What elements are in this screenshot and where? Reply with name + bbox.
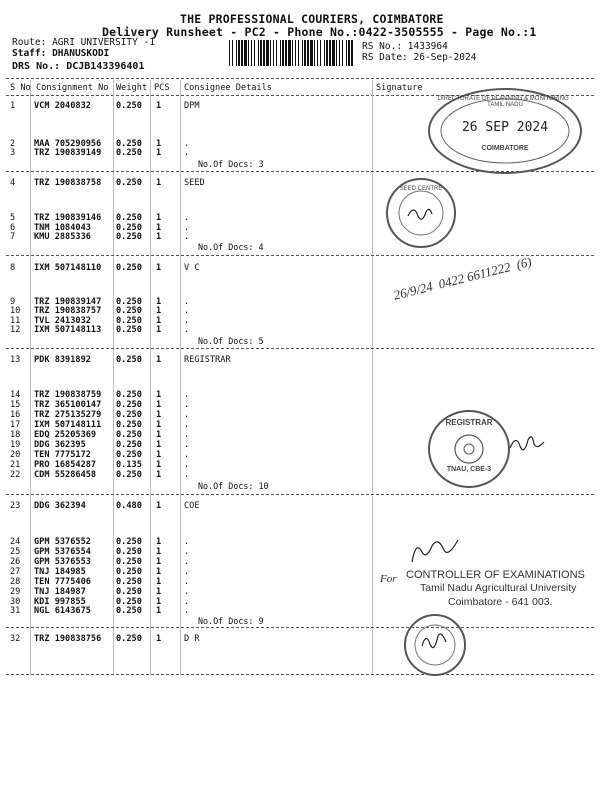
row-weight: 0.250 — [116, 430, 142, 440]
row-weight: 0.250 — [116, 297, 142, 307]
table-row — [0, 537, 600, 547]
row-pcs: 1 — [156, 325, 162, 335]
row-details: COE — [184, 501, 200, 511]
row-sno: 17 — [10, 420, 21, 430]
row-consignment: IXM 507148111 — [34, 420, 102, 430]
row-details: . — [184, 460, 190, 470]
table-row — [0, 470, 600, 480]
barcode-bar — [288, 40, 291, 66]
row-pcs: 1 — [156, 355, 162, 365]
rs-no-label: RS No.: — [362, 41, 403, 52]
row-consignment: TRZ 275135279 — [34, 410, 102, 420]
row-pcs: 1 — [156, 501, 162, 511]
row-sno: 5 — [10, 213, 16, 223]
row-pcs: 1 — [156, 430, 162, 440]
row-weight: 0.250 — [116, 232, 142, 242]
docs-count: No.Of Docs: 4 — [198, 242, 264, 252]
row-consignment: TRZ 190839146 — [34, 213, 102, 223]
row-sno: 32 — [10, 634, 21, 644]
row-sno: 31 — [10, 606, 21, 616]
divider — [6, 494, 594, 495]
row-sno: 11 — [10, 316, 21, 326]
planning-stamp-city: COIMBATORE — [481, 145, 529, 152]
row-weight: 0.250 — [116, 606, 142, 616]
row-consignment: TRZ 190839147 — [34, 297, 102, 307]
row-details: REGISTRAR — [184, 355, 231, 365]
row-sno: 23 — [10, 501, 21, 511]
coe-university: Tamil Nadu Agricultural University — [420, 582, 577, 594]
row-sno: 26 — [10, 557, 21, 567]
row-weight: 0.250 — [116, 316, 142, 326]
planning-stamp-date: 26 SEP 2024 — [461, 120, 549, 135]
row-pcs: 1 — [156, 297, 162, 307]
row-sno: 30 — [10, 597, 21, 607]
col-sno: S No — [10, 83, 31, 93]
barcode-bar — [232, 40, 233, 66]
row-weight: 0.250 — [116, 139, 142, 149]
barcode-bar — [314, 40, 315, 66]
row-sno: 15 — [10, 400, 21, 410]
row-consignment: TRZ 190838758 — [34, 178, 102, 188]
staff-label: Staff: — [12, 48, 47, 59]
docs-count: No.Of Docs: 9 — [198, 616, 264, 626]
row-consignment: DDG 362395 — [34, 440, 86, 450]
drs-value: DCJB143396401 — [66, 61, 145, 72]
divider — [6, 78, 594, 79]
row-consignment: TRZ 190839149 — [34, 148, 102, 158]
row-pcs: 1 — [156, 400, 162, 410]
row-weight: 0.250 — [116, 577, 142, 587]
row-pcs: 1 — [156, 470, 162, 480]
row-weight: 0.250 — [116, 148, 142, 158]
row-pcs: 1 — [156, 316, 162, 326]
col-signature: Signature — [376, 83, 423, 93]
row-sno: 8 — [10, 263, 16, 273]
row-consignment: TEN 7775406 — [34, 577, 91, 587]
row-weight: 0.250 — [116, 440, 142, 450]
row-details: . — [184, 410, 190, 420]
rs-date-label: RS Date: — [362, 52, 408, 63]
docs-count: No.Of Docs: 5 — [198, 336, 264, 346]
row-details: . — [184, 316, 190, 326]
row-details: . — [184, 430, 190, 440]
row-sno: 2 — [10, 139, 16, 149]
row-sno: 1 — [10, 101, 16, 111]
row-consignment: PRO 16854287 — [34, 460, 97, 470]
row-sno: 7 — [10, 232, 16, 242]
barcode-bar — [310, 40, 313, 66]
row-details: . — [184, 325, 190, 335]
row-details: SEED — [184, 178, 205, 188]
row-consignment: MAA 705290956 — [34, 139, 102, 149]
row-pcs: 1 — [156, 232, 162, 242]
table-row — [0, 420, 600, 430]
table-row — [0, 178, 600, 188]
row-weight: 0.250 — [116, 355, 142, 365]
row-pcs: 1 — [156, 587, 162, 597]
row-sno: 24 — [10, 537, 21, 547]
barcode-bar — [282, 40, 284, 66]
row-consignment: TNM 1084043 — [34, 223, 91, 233]
barcode-bar — [317, 40, 318, 66]
row-consignment: GPM 5376552 — [34, 537, 91, 547]
barcode-bar — [339, 40, 340, 66]
row-pcs: 1 — [156, 139, 162, 149]
row-details: . — [184, 306, 190, 316]
row-sno: 27 — [10, 567, 21, 577]
row-weight: 0.250 — [116, 450, 142, 460]
barcode-bar — [270, 40, 271, 66]
row-pcs: 1 — [156, 597, 162, 607]
row-consignment: NGL 6143675 — [34, 606, 91, 616]
barcode-bar — [276, 40, 277, 66]
table-row — [0, 501, 600, 511]
drs-line — [12, 61, 144, 72]
rs-no-value: 1433964 — [407, 41, 448, 52]
row-consignment: GPM 5376553 — [34, 557, 91, 567]
row-consignment: KMU 2885336 — [34, 232, 91, 242]
barcode-bar — [266, 40, 269, 66]
row-sno: 29 — [10, 587, 21, 597]
barcode-icon — [228, 40, 354, 66]
row-consignment: IXM 507148113 — [34, 325, 102, 335]
row-sno: 21 — [10, 460, 21, 470]
row-weight: 0.250 — [116, 634, 142, 644]
planning-stamp-ring: DIRECTORATE OF PLANNING & MONITORING · TAMIL NADU — [437, 96, 573, 108]
barcode-bar — [302, 40, 303, 66]
row-consignment: TRZ 365100147 — [34, 400, 102, 410]
table-row — [0, 634, 600, 644]
row-weight: 0.250 — [116, 178, 142, 188]
row-sno: 13 — [10, 355, 21, 365]
row-pcs: 1 — [156, 148, 162, 158]
barcode-bar — [280, 40, 281, 66]
row-sno: 10 — [10, 306, 21, 316]
registrar-signature-icon — [508, 432, 548, 456]
row-details: . — [184, 139, 190, 149]
seed-signature-icon — [388, 180, 454, 246]
row-weight: 0.250 — [116, 101, 142, 111]
staff-line — [12, 48, 109, 59]
row-sno: 6 — [10, 223, 16, 233]
row-details: DPM — [184, 101, 200, 111]
row-pcs: 1 — [156, 263, 162, 273]
barcode-bar — [320, 40, 321, 66]
row-pcs: 1 — [156, 577, 162, 587]
barcode-bar — [342, 40, 343, 66]
barcode-bar — [346, 40, 347, 66]
row-pcs: 1 — [156, 547, 162, 557]
vc-handwritten-note: 26/9/24 0422 6611222 (6) — [392, 253, 534, 303]
row-details: . — [184, 537, 190, 547]
row-weight: 0.250 — [116, 470, 142, 480]
row-sno: 12 — [10, 325, 21, 335]
row-sno: 28 — [10, 577, 21, 587]
barcode-bar — [324, 40, 325, 66]
row-weight: 0.250 — [116, 213, 142, 223]
coe-signature-icon — [408, 538, 478, 568]
barcode-bar — [298, 40, 299, 66]
rs-no-line — [362, 41, 448, 52]
barcode-bar — [263, 40, 265, 66]
row-weight: 0.250 — [116, 557, 142, 567]
registrar-stamp-ring: REGISTRAR — [445, 418, 493, 427]
row-consignment: TEN 7775172 — [34, 450, 91, 460]
barcode-bar — [348, 40, 350, 66]
barcode-bar — [285, 40, 287, 66]
barcode-bar — [304, 40, 306, 66]
row-details: . — [184, 557, 190, 567]
row-consignment: EDQ 25205369 — [34, 430, 97, 440]
row-details: . — [184, 400, 190, 410]
row-pcs: 1 — [156, 606, 162, 616]
route-value: AGRI UNIVERSITY -1 — [52, 37, 156, 48]
row-weight: 0.250 — [116, 306, 142, 316]
barcode-bar — [248, 40, 249, 66]
row-weight: 0.250 — [116, 537, 142, 547]
barcode-bar — [326, 40, 328, 66]
barcode-bar — [258, 40, 259, 66]
registrar-emblem-icon — [430, 412, 508, 486]
barcode-bar — [244, 40, 247, 66]
row-pcs: 1 — [156, 567, 162, 577]
row-pcs: 1 — [156, 537, 162, 547]
row-consignment: KDI 997855 — [34, 597, 86, 607]
divider — [6, 348, 594, 349]
row-details: . — [184, 223, 190, 233]
rs-date-value: 26-Sep-2024 — [413, 52, 477, 63]
table-row — [0, 547, 600, 557]
row-sno: 4 — [10, 178, 16, 188]
row-pcs: 1 — [156, 557, 162, 567]
registrar-stamp-bottom: TNAU, CBE-3 — [446, 466, 492, 473]
row-weight: 0.250 — [116, 597, 142, 607]
row-details: . — [184, 390, 190, 400]
row-pcs: 1 — [156, 420, 162, 430]
barcode-bar — [292, 40, 293, 66]
drs-label: DRS No.: — [12, 61, 61, 72]
row-details: . — [184, 232, 190, 242]
table-row — [0, 355, 600, 365]
row-pcs: 1 — [156, 460, 162, 470]
row-pcs: 1 — [156, 440, 162, 450]
divider — [6, 674, 594, 675]
barcode-bar — [241, 40, 243, 66]
col-weight: Weight — [116, 83, 148, 93]
table-row — [0, 213, 600, 223]
divider — [6, 627, 594, 628]
row-consignment: PDK 8391892 — [34, 355, 91, 365]
table-row — [0, 390, 600, 400]
dr-signature-icon — [406, 616, 464, 674]
coe-for: For — [380, 573, 397, 585]
row-consignment: GPM 5376554 — [34, 547, 91, 557]
rs-date-line — [362, 52, 476, 63]
row-sno: 25 — [10, 547, 21, 557]
row-details: . — [184, 213, 190, 223]
barcode-bar — [351, 40, 353, 66]
table-row — [0, 557, 600, 567]
row-pcs: 1 — [156, 101, 162, 111]
row-consignment: TNJ 184987 — [34, 587, 86, 597]
col-details: Consignee Details — [184, 83, 272, 93]
row-sno: 22 — [10, 470, 21, 480]
row-details: . — [184, 606, 190, 616]
row-weight: 0.250 — [116, 410, 142, 420]
route-line — [12, 37, 155, 48]
row-weight: 0.250 — [116, 223, 142, 233]
staff-value: DHANUSKODI — [52, 48, 110, 59]
table-row — [0, 232, 600, 242]
runsheet-title: Delivery Runsheet - PC2 - Phone No.:0422-3505555 - Page No.:1 — [102, 25, 537, 39]
barcode-bar — [254, 40, 255, 66]
barcode-bar — [332, 40, 335, 66]
row-details: . — [184, 297, 190, 307]
row-details: . — [184, 567, 190, 577]
row-weight: 0.250 — [116, 547, 142, 557]
row-details: . — [184, 440, 190, 450]
row-details: . — [184, 470, 190, 480]
row-weight: 0.480 — [116, 501, 142, 511]
company-title: THE PROFESSIONAL COURIERS, COIMBATORE — [180, 12, 444, 26]
coe-title: CONTROLLER OF EXAMINATIONS — [406, 569, 585, 581]
table-row — [0, 410, 600, 420]
barcode-bar — [251, 40, 252, 66]
barcode-bar — [273, 40, 274, 66]
barcode-bar — [229, 40, 230, 66]
row-consignment: TRZ 190838759 — [34, 390, 102, 400]
registrar-stamp — [428, 410, 510, 488]
row-sno: 3 — [10, 148, 16, 158]
barcode-bar — [236, 40, 237, 66]
row-pcs: 1 — [156, 390, 162, 400]
row-weight: 0.250 — [116, 567, 142, 577]
barcode-bar — [329, 40, 331, 66]
row-pcs: 1 — [156, 634, 162, 644]
barcode-bar — [307, 40, 309, 66]
col-pcs: PCS — [154, 83, 170, 93]
row-consignment: VCM 2040832 — [34, 101, 91, 111]
docs-count: No.Of Docs: 3 — [198, 159, 264, 169]
row-sno: 16 — [10, 410, 21, 420]
barcode-bar — [295, 40, 296, 66]
row-details: . — [184, 450, 190, 460]
seed-stamp — [386, 178, 456, 248]
divider — [6, 255, 594, 256]
row-sno: 19 — [10, 440, 21, 450]
row-details: . — [184, 597, 190, 607]
row-consignment: TRZ 190838757 — [34, 306, 102, 316]
barcode-bar — [238, 40, 240, 66]
row-weight: 0.250 — [116, 390, 142, 400]
row-details: . — [184, 577, 190, 587]
table-row — [0, 460, 600, 470]
row-sno: 9 — [10, 297, 16, 307]
row-pcs: 1 — [156, 213, 162, 223]
seed-stamp-ring: SEED CENTRE — [399, 186, 443, 192]
row-pcs: 1 — [156, 450, 162, 460]
row-consignment: TVL 2413032 — [34, 316, 91, 326]
row-consignment: DDG 362394 — [34, 501, 86, 511]
row-weight: 0.250 — [116, 587, 142, 597]
barcode-bar — [336, 40, 337, 66]
table-row — [0, 400, 600, 410]
row-weight: 0.250 — [116, 420, 142, 430]
row-details: . — [184, 547, 190, 557]
row-details: . — [184, 420, 190, 430]
row-sno: 14 — [10, 390, 21, 400]
row-weight: 0.250 — [116, 400, 142, 410]
row-weight: 0.135 — [116, 460, 142, 470]
row-details: . — [184, 587, 190, 597]
row-pcs: 1 — [156, 410, 162, 420]
row-details: D R — [184, 634, 200, 644]
row-details: V C — [184, 263, 200, 273]
row-details: . — [184, 148, 190, 158]
row-consignment: CDM 55286458 — [34, 470, 97, 480]
route-label: Route: — [12, 37, 47, 48]
barcode-bar — [260, 40, 262, 66]
coe-city: Coimbatore - 641 003. — [448, 596, 553, 608]
row-pcs: 1 — [156, 178, 162, 188]
dr-stamp — [404, 614, 466, 676]
row-pcs: 1 — [156, 306, 162, 316]
col-consignment: Consignment No — [36, 83, 109, 93]
docs-count: No.Of Docs: 10 — [198, 481, 269, 491]
row-weight: 0.250 — [116, 325, 142, 335]
row-consignment: IXM 507148110 — [34, 263, 102, 273]
row-consignment: TRZ 190838756 — [34, 634, 102, 644]
row-consignment: TNJ 184985 — [34, 567, 86, 577]
row-weight: 0.250 — [116, 263, 142, 273]
planning-stamp — [428, 88, 582, 174]
row-sno: 20 — [10, 450, 21, 460]
row-pcs: 1 — [156, 223, 162, 233]
row-sno: 18 — [10, 430, 21, 440]
